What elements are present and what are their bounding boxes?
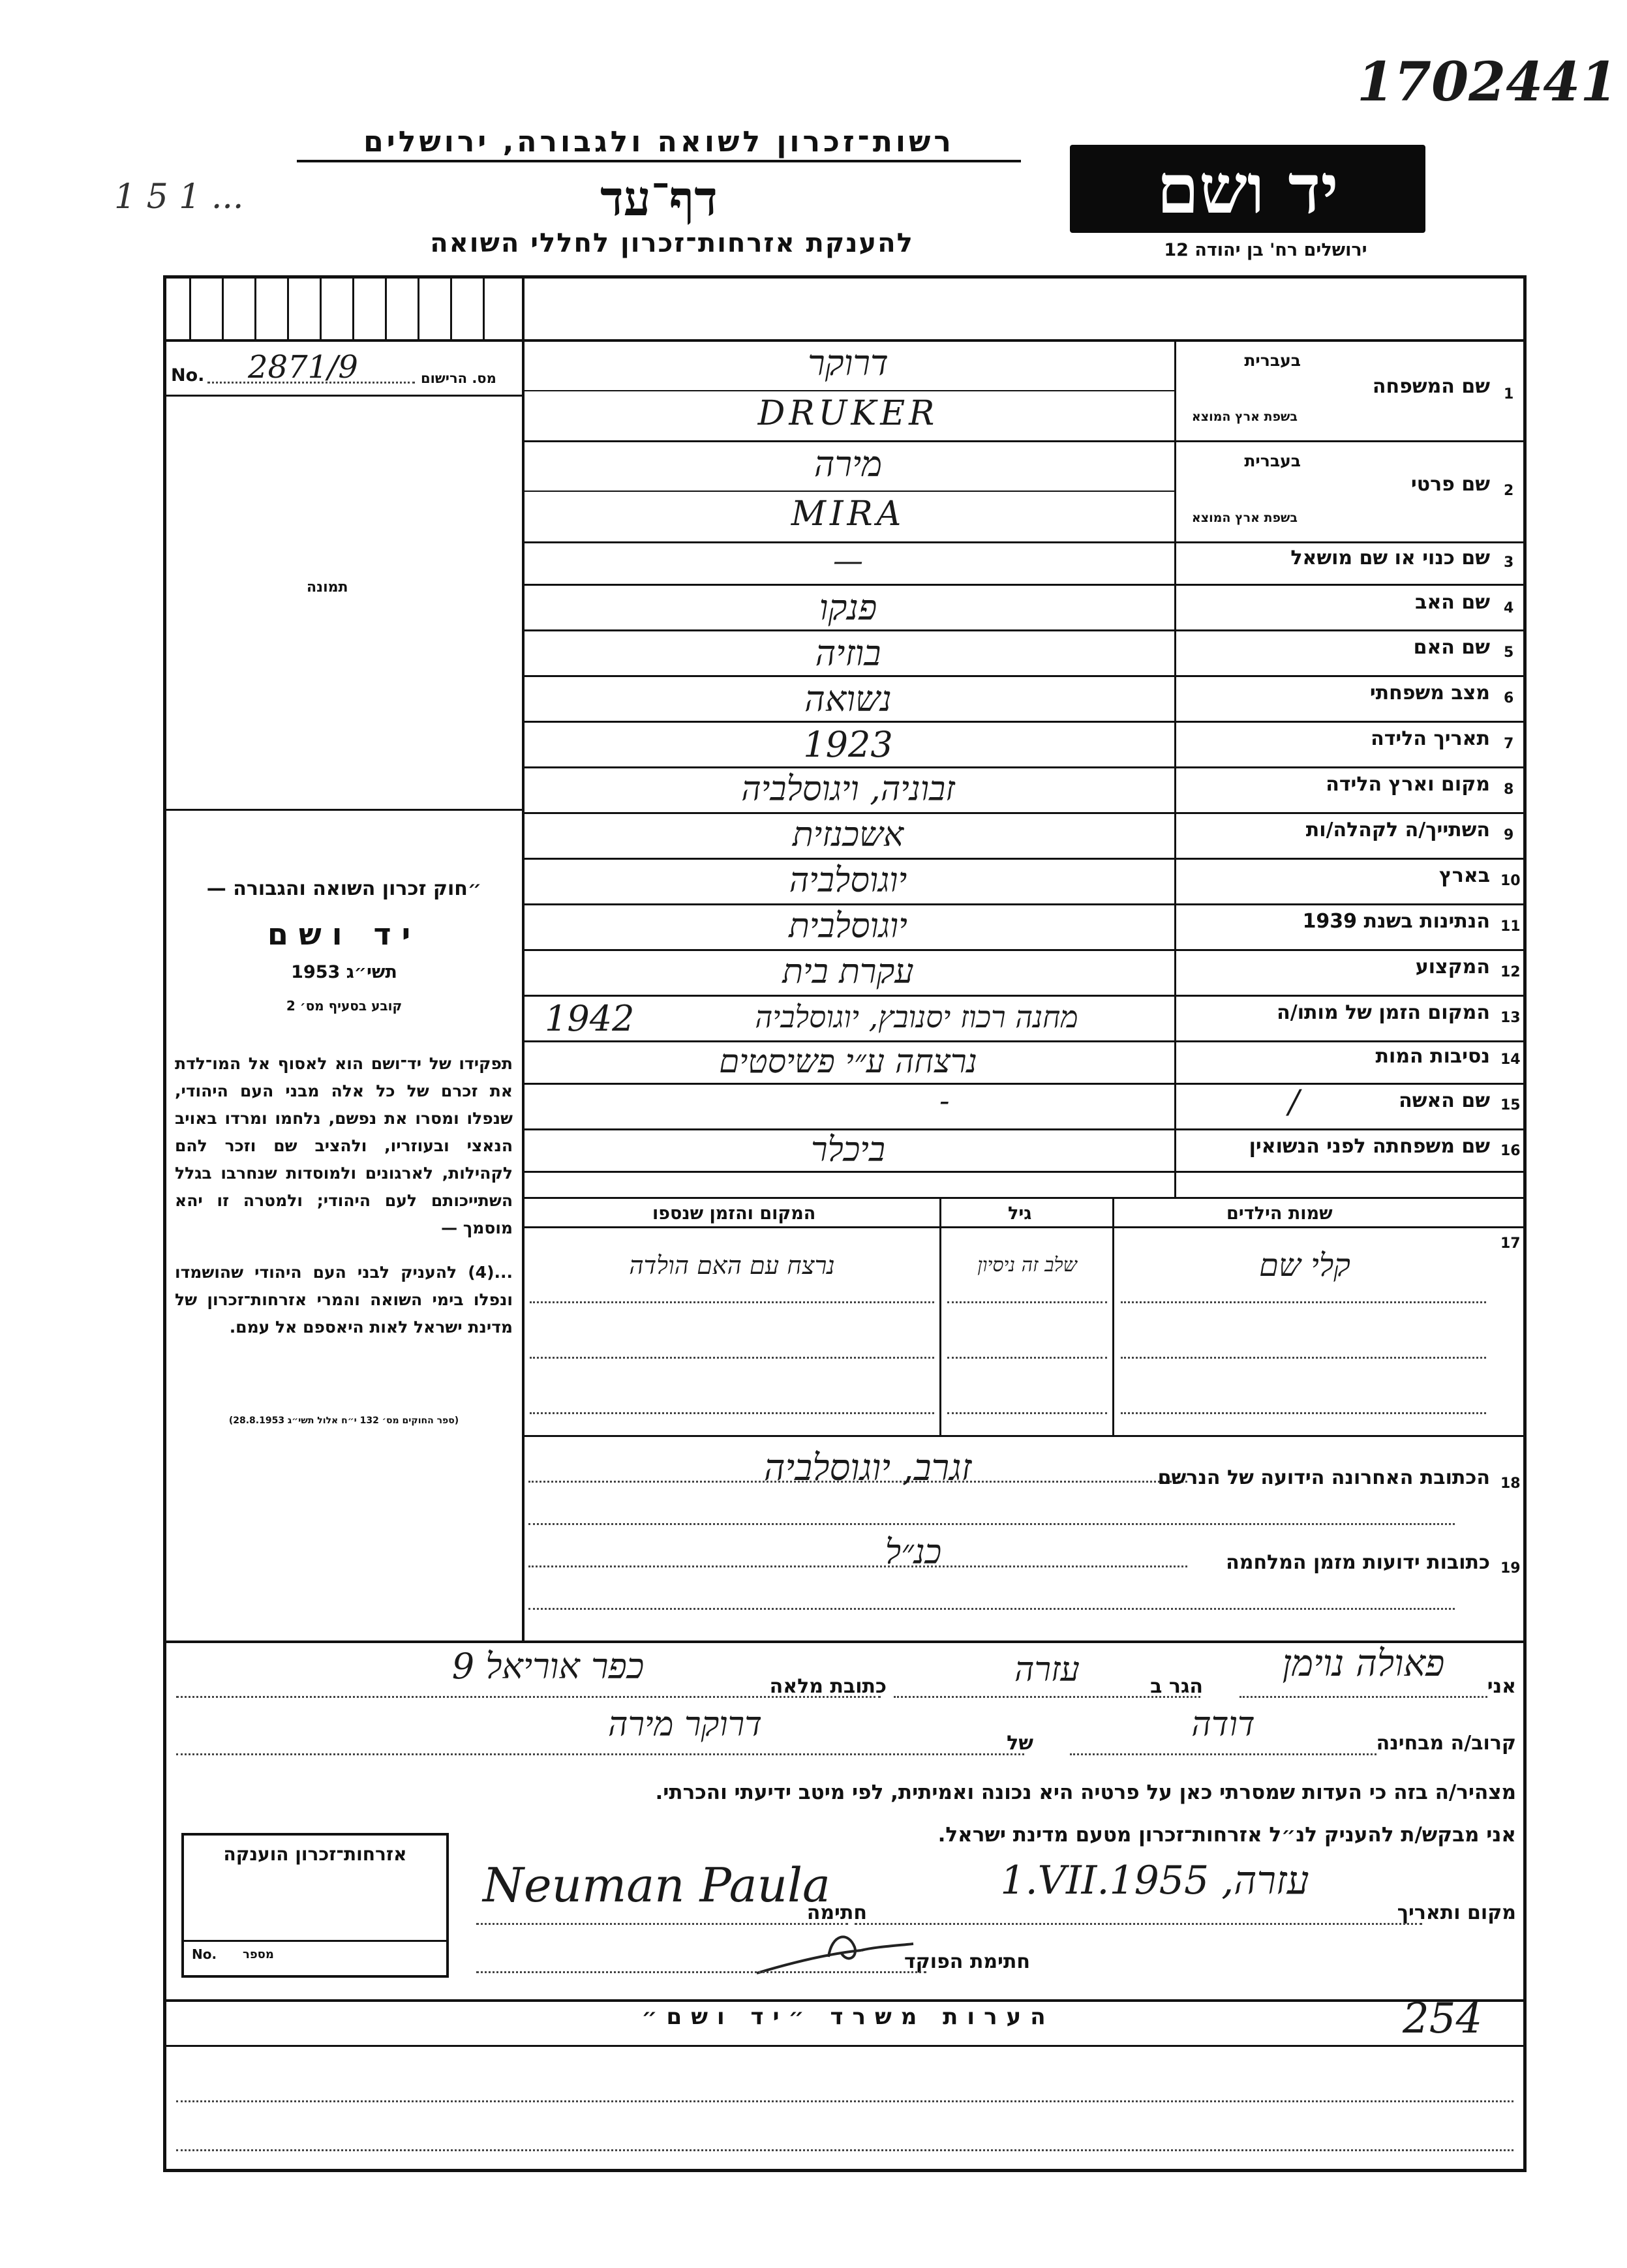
field-label: המקצוע xyxy=(1415,956,1490,978)
field-number: 15 xyxy=(1500,1097,1521,1113)
field-number: 6 xyxy=(1504,690,1514,706)
field-value: אשכנזית xyxy=(792,815,904,854)
decl-of-value: דרוקר מירה xyxy=(607,1705,763,1744)
logo-text: יד ושם xyxy=(1157,149,1339,229)
field-number: 17 xyxy=(1500,1235,1521,1252)
decl-i-label: אני xyxy=(1487,1675,1516,1698)
decl-relative-value: דודה xyxy=(1191,1705,1255,1744)
field-value: מחנה רכוז יסנובץ, יוגוסלביה xyxy=(755,999,1078,1035)
field-label: שם האב xyxy=(1415,591,1490,614)
field-label: המקום הזמן של מותו/ה xyxy=(1277,1001,1490,1024)
field-number: 11 xyxy=(1500,918,1521,935)
field-value-latin: MIRA xyxy=(791,494,905,534)
field-value-hebrew: דרוקר xyxy=(808,342,889,384)
field-value: יוגוסלבית xyxy=(789,907,907,946)
field-label: מצב משפחתי xyxy=(1369,682,1490,704)
law-text-purpose: תפקידו של יד־ושם הוא לאסוף אל המו־לדת את זכרם של כל אלה מבני העם היהודי, שנפלו ומסרו את נפשם, נלחמו ומרדו באויב הנאצי ובעוזריו, ולהציב שם וזכר להם לקהילות, לארגונים ולמוסדות שנחרבו בגלל השתייכותם לעם היהודי; ולמטרה זו יהא מוסמך — xyxy=(175,1054,513,1237)
child-age: שלב זה ניסיון xyxy=(977,1254,1077,1277)
logo-address: ירושלים רח' בן יהודה 12 xyxy=(1164,240,1367,260)
field-label: שם כנוי או שם מושאל xyxy=(1290,547,1490,569)
law-title: ״חוק זכרון השואה והגבורה — xyxy=(206,877,482,900)
field-number: 9 xyxy=(1504,827,1514,843)
citizenship-box-number-label: מספר xyxy=(243,1948,274,1961)
field-number: 4 xyxy=(1504,600,1514,616)
institution-title: רשות־זכרון לשואה ולגבורה, ירושלים xyxy=(297,125,1021,162)
field-value-hebrew: מירה xyxy=(814,444,883,485)
form-subtitle: להענקת אזרחות־זכרון לחללי השואה xyxy=(430,228,914,258)
children-col-names: שמות הילדים xyxy=(1226,1203,1333,1224)
field-value: נרצחה ע״י פשיסטים xyxy=(719,1042,977,1080)
field-label: נסיבות המות xyxy=(1375,1045,1490,1068)
field-value: זגרב, יוגוסלביה xyxy=(763,1447,972,1489)
decl-signature-label: חתימה xyxy=(806,1901,867,1924)
field-number: 5 xyxy=(1504,644,1514,661)
field-value: ביכלר xyxy=(811,1130,885,1170)
citizenship-box-title: אזרחות־זכרון הוענקה xyxy=(223,1843,407,1865)
field-sublabel-origin: בשפת ארץ המוצא xyxy=(1191,410,1298,424)
page-number-stamp: 254 xyxy=(1403,1995,1483,2043)
child-place: נרצח עם האם הולדה xyxy=(629,1251,835,1280)
field-label: הכתובת האחרונה הידועה של הנרשם xyxy=(1157,1466,1490,1489)
field-number: 8 xyxy=(1504,781,1514,798)
field-label: שם האם xyxy=(1413,636,1490,659)
field-label: שם משפחתה לפני הנשואין xyxy=(1249,1135,1490,1158)
decl-officer-label: חתימת הפוקד xyxy=(904,1950,1030,1973)
law-text-clause-4: ...(4) להעניק לבני העם היהודי שהושמדו ונפלו בימי השואה והמרי אזרחות־זכרון של מדינת ישראל לאות היאספם אל עמם. xyxy=(175,1263,513,1337)
field-number: 18 xyxy=(1500,1475,1521,1492)
law-year: תשי״ג 1953 xyxy=(291,962,397,982)
field-value: 1923 xyxy=(803,724,893,765)
field-number: 12 xyxy=(1500,964,1521,980)
field-value-latin: DRUKER xyxy=(757,394,939,433)
decl-request: אני מבקש/ת להעניק לנ״ל אזרחות־זכרון מטעם מדינת ישראל. xyxy=(937,1823,1516,1847)
decl-address-label: כתובת מלאה xyxy=(769,1675,887,1698)
field-number: 3 xyxy=(1504,554,1514,571)
field-value: — xyxy=(833,543,863,578)
decl-relative-label: קרוב/ה מבחינה xyxy=(1376,1732,1516,1755)
field-value: כנ״ל xyxy=(885,1533,942,1572)
field-number: 1 xyxy=(1504,386,1514,402)
decl-place-date-value: 1.VII.1955 ,עזרה xyxy=(1000,1858,1309,1903)
field-number: 13 xyxy=(1500,1010,1521,1026)
law-source: (ספר החוקים מס׳ 132 י״ח אלול תשי״ג 28.8.1953) xyxy=(228,1415,459,1426)
field-value: בוזיה xyxy=(815,633,881,674)
field-sublabel-hebrew: בעברית xyxy=(1244,451,1301,470)
field-label: השתייך/ה לקהלה/ות xyxy=(1305,819,1490,841)
field-value-dash: - xyxy=(939,1083,950,1118)
field-label: הנתינות בשנת 1939 xyxy=(1302,910,1490,933)
decl-i-value: פאולה נוימן xyxy=(1282,1642,1445,1685)
yad-vashem-logo xyxy=(1070,145,1425,233)
field-value-year: 1942 xyxy=(545,998,635,1039)
no-label: No. xyxy=(171,365,205,386)
field-number: 7 xyxy=(1504,736,1514,752)
decl-lives-value: עזרה xyxy=(1014,1650,1080,1689)
field-number: 2 xyxy=(1504,483,1514,499)
field-label: תאריך הלידה xyxy=(1371,727,1490,750)
registration-value: 2871/9 xyxy=(248,349,358,386)
field-label: שם פרטי xyxy=(1410,473,1490,496)
field-sublabel-origin: בשפת ארץ המוצא xyxy=(1191,511,1298,525)
decl-statement: מצהיר/ה בזה כי העדות שמסרתי כאן על פרטיה היא נכונה ואמיתית, לפי מיטב ידיעתי והכרתי. xyxy=(655,1781,1516,1804)
field-label: בארץ xyxy=(1438,864,1490,887)
corner-number-stamp: 1 5 1 ... xyxy=(114,177,244,217)
field-value: / xyxy=(1288,1083,1300,1121)
children-col-place: המקום והזמן שנספו xyxy=(652,1203,816,1224)
field-number: 10 xyxy=(1500,873,1521,889)
decl-lives-label: הגר ב xyxy=(1150,1675,1203,1698)
citizenship-granted-box xyxy=(181,1833,449,1978)
form-title: דף־עד xyxy=(600,171,718,227)
field-label: שם המשפחה xyxy=(1372,375,1490,398)
children-col-age: גיל xyxy=(1008,1203,1032,1224)
field-number: 19 xyxy=(1500,1560,1521,1577)
field-label: שם האשה xyxy=(1399,1089,1490,1112)
archive-number-stamp: 1702441 xyxy=(1357,51,1618,113)
decl-signature-value: Neuman Paula xyxy=(483,1858,830,1913)
field-value: פנקו xyxy=(819,587,877,628)
registration-label: מס. הרישום xyxy=(421,370,496,386)
field-sublabel-hebrew: בעברית xyxy=(1244,351,1301,370)
law-name: יד ושם xyxy=(267,916,421,952)
field-value: נשואה xyxy=(804,678,892,719)
office-notes-title: הערות משרד ״יד ושם״ xyxy=(641,2004,1055,2030)
child-name: קלי שם xyxy=(1259,1247,1350,1284)
photo-label: תמונה xyxy=(307,579,348,596)
field-label: כתובות ידועות מזמן המלחמה xyxy=(1226,1551,1490,1574)
field-value: עקרת בית xyxy=(782,952,914,991)
field-value: יוגוסלביה xyxy=(789,861,907,900)
citizenship-box-no-label: No. xyxy=(192,1946,217,1962)
decl-of-label: של xyxy=(1007,1732,1033,1755)
law-clause: קובע בסעיף מס׳ 2 xyxy=(286,998,403,1014)
field-label: מקום וארץ הלידה xyxy=(1326,773,1490,796)
field-number: 14 xyxy=(1500,1051,1521,1068)
field-value: זבוניה, ויגוסלביה xyxy=(741,770,955,809)
field-number: 16 xyxy=(1500,1143,1521,1159)
decl-address-value: כפר אוריאל 9 xyxy=(451,1646,645,1687)
decl-place-date-label: מקום ותאריך xyxy=(1397,1901,1516,1924)
